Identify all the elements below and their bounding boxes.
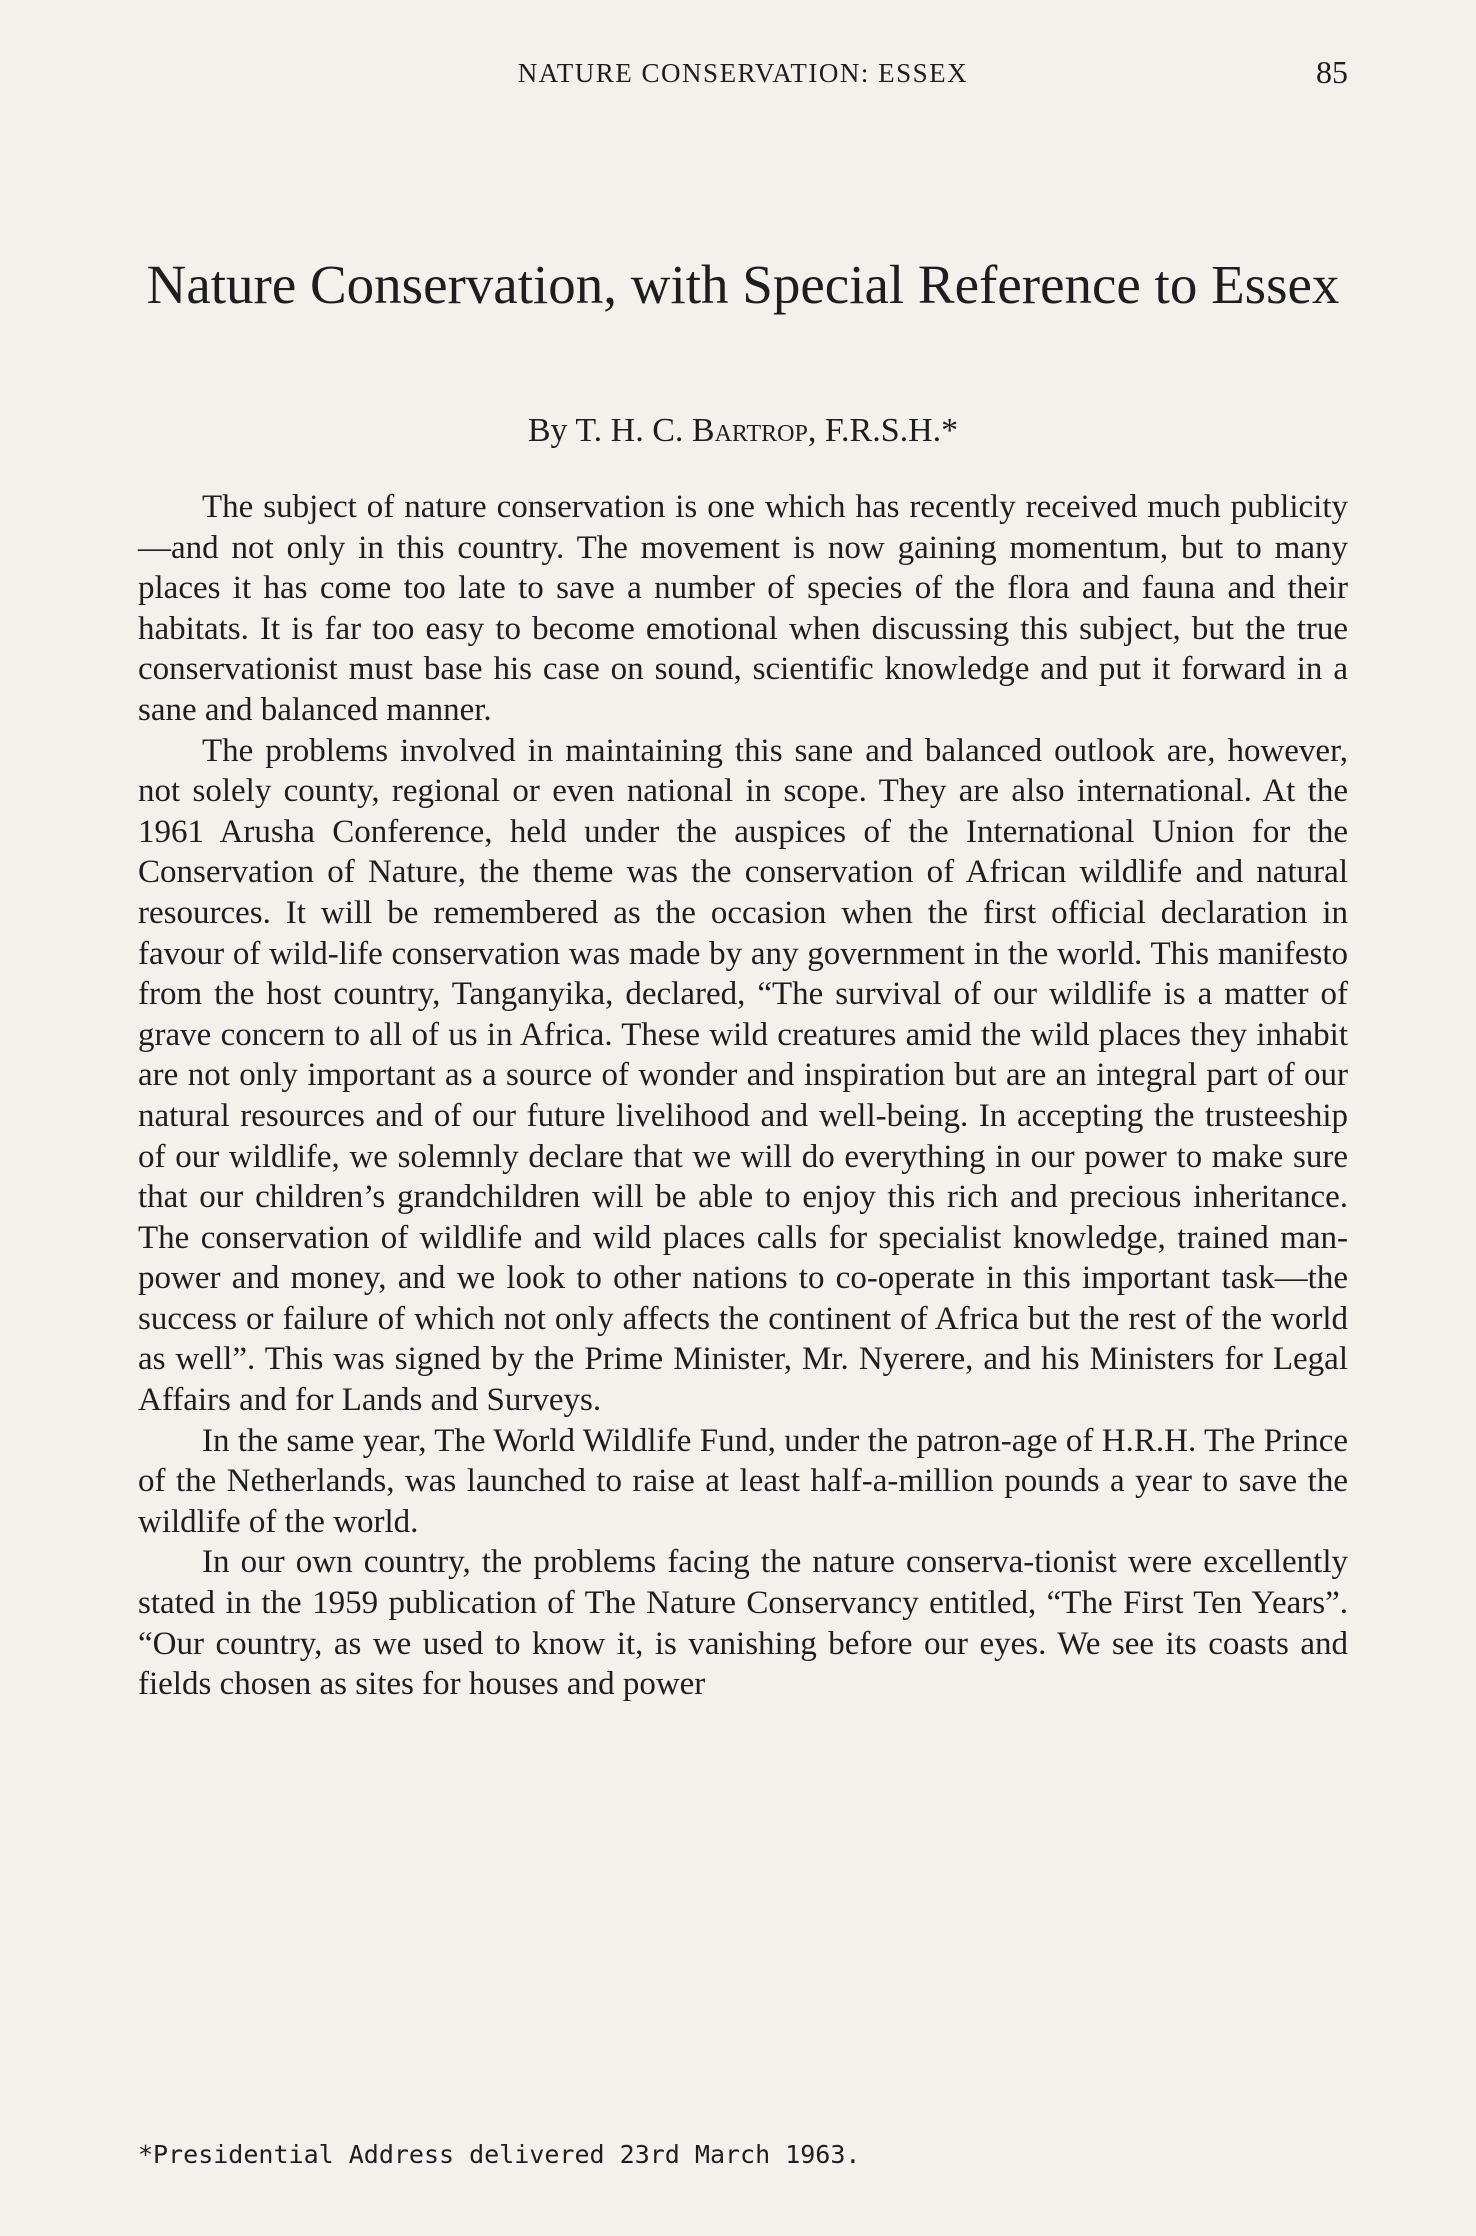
running-title: NATURE CONSERVATION: ESSEX (517, 58, 969, 88)
page-number: 85 (1316, 54, 1348, 90)
paragraph-3: In the same year, The World Wildlife Fund, under the patron-age of H.R.H. The Prince of the Netherlands, was launched to raise at least half-a-million pounds a year to save the wildlife of the world. (138, 1422, 1348, 1540)
paragraph-2: The problems involved in maintaining this sane and balanced outlook are, however, not solely county, regional or even national in scope. They are also international. At the 1961 Arusha Conference, held under the auspices of the International Union for the Conservation of Nature, the theme was the conservation of African wildlife and natural resources. It will be remembered as the occasion when the first official declaration in favour of wild-life conservation was made by any government in the world. This manifesto from the host country, Tanganyika, declared, “The survival of our wildlife is a matter of grave concern to all of us in Africa. These wild creatures amid the wild places they inhabit are not only important as a source of wonder and inspiration but are an integral part of our natural resources and of our future livelihood and well-being. In accepting the trusteeship of our wildlife, we solemnly declare that we will do everything in our power to make sure that our children’s grandchildren will be able to enjoy this rich and precious inheritance. The conservation of wildlife and wild places calls for specialist knowledge, trained man-power and money, and we look to other nations to co-operate in this important task—the success or failure of which not only affects the continent of Africa but the rest of the world as well”. This was signed by the Prime Minister, Mr. Nyerere, and his Ministers for Legal Affairs and for Lands and Surveys. (138, 732, 1348, 1419)
article-body (138, 487, 1348, 1705)
article-title: Nature Conservation, with Special Reference to Essex (146, 254, 1340, 315)
byline-suffix: , F.R.S.H.* (807, 412, 959, 449)
paragraph-4: In our own country, the problems facing the nature conserva-tionist were excellently stated in the 1959 publication of The Nature Conservancy entitled, “The First Ten Years”. “Our country, as we used to know it, is vanishing before our eyes. We see its coasts and fields chosen as sites for houses and power (138, 1544, 1348, 1703)
author-byline (138, 412, 1348, 450)
author-surname: Bartrop (691, 412, 808, 449)
footnote: *Presidential Address delivered 23rd March 1963. (138, 2140, 861, 2169)
byline-prefix: By T. H. C. (527, 412, 692, 449)
paragraph-1: The subject of nature conservation is one which has recently received much publicity—and not only in this country. The movement is now gaining momentum, but to many places it has come too late to save a number of species of the flora and fauna and their habitats. It is far too easy to become emotional when discussing this subject, but the true conservationist must base his case on sound, scientific knowledge and put it forward in a sane and balanced manner. (138, 489, 1348, 728)
